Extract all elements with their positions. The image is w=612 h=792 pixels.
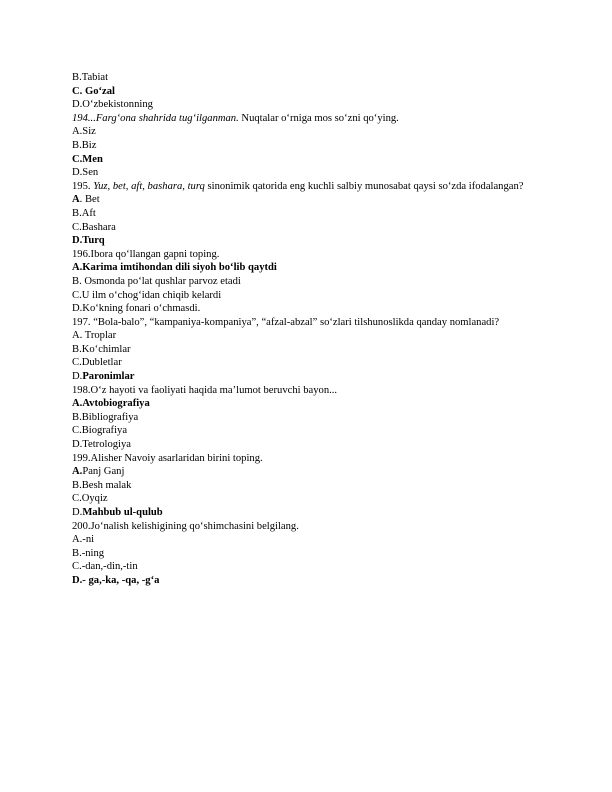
answer-line-correct: A.Panj Ganj xyxy=(72,466,125,478)
answer-line: B.Tabiat xyxy=(72,72,109,83)
answer-line: C.Bashara xyxy=(72,221,116,233)
answer-line: B. Osmonda po‘lat qushlar parvoz etadi xyxy=(72,275,241,287)
question-197: 197. “Bola-balo”, “kampaniya-kompaniya”, “afzal-abzal” so‘zlari tilshunoslikda qanday nomlanadi? xyxy=(72,316,500,328)
answer-line-correct: D.Mahbub ul-qulub xyxy=(72,507,163,518)
answer-line: C.Biografiya xyxy=(72,425,128,437)
answer-line: A.-ni xyxy=(72,534,95,546)
answer-line: B.Ko‘chimlar xyxy=(72,343,131,355)
answer-line-correct: D.Paronimlar xyxy=(72,371,135,383)
document-page xyxy=(72,71,541,588)
answer-line-correct: A.Avtobiografiya xyxy=(72,398,150,410)
question-198: 198.O‘z hayoti va faoliyati haqida ma’lumot beruvchi bayon... xyxy=(72,384,338,396)
question-196: 196.Ibora qo‘llangan gapni toping. xyxy=(72,248,220,260)
answer-line: D.Ko‘kning fonari o‘chmasdi. xyxy=(72,303,201,315)
answer-line: C.Oyqiz xyxy=(72,493,108,505)
answer-line: C.Dubletlar xyxy=(72,357,122,369)
answer-line: D.O‘zbekistonning xyxy=(72,99,153,111)
answer-line: B.Bibliografiya xyxy=(72,411,139,423)
question-195: 195. Yuz, bet, aft, bashara, turq sinonimik qatorida eng kuchli salbiy munosabat qaysi so‘zda ifodalangan? xyxy=(72,180,524,192)
question-199: 199.Alisher Navoiy asarlaridan birini toping. xyxy=(72,452,263,464)
answer-line-correct: D.- ga,-ka, -qa, -g‘a xyxy=(72,574,160,586)
question-200: 200.Jo‘nalish kelishigining qo‘shimchasini belgilang. xyxy=(72,520,299,532)
answer-line: D.Tetrologiya xyxy=(72,439,131,451)
answer-line: A. Troplar xyxy=(72,330,117,342)
answer-line: B.Biz xyxy=(72,139,97,151)
answer-line-correct: D.Turq xyxy=(72,235,105,247)
answer-line-correct: A. Bet xyxy=(72,194,100,206)
answer-line: B.Aft xyxy=(72,207,96,219)
question-194: 194...Farg‘ona shahrida tug‘ilganman. Nuqtalar o‘rniga mos so‘zni qo‘ying. xyxy=(72,112,399,124)
answer-line: C.-dan,-din,-tin xyxy=(72,561,138,573)
answer-line: D.Sen xyxy=(72,167,99,179)
answer-line: C.U ilm o‘chog‘idan chiqib kelardi xyxy=(72,289,222,301)
answer-line-correct: C.Men xyxy=(72,153,103,165)
answer-line-correct: A.Karima imtihondan dili siyoh bo‘lib qaytdi xyxy=(72,262,277,274)
answer-line: A.Siz xyxy=(72,126,96,138)
answer-line: B.Besh malak xyxy=(72,479,132,491)
answer-line-correct: C. Go‘zal xyxy=(72,85,115,97)
answer-line: B.-ning xyxy=(72,547,105,559)
